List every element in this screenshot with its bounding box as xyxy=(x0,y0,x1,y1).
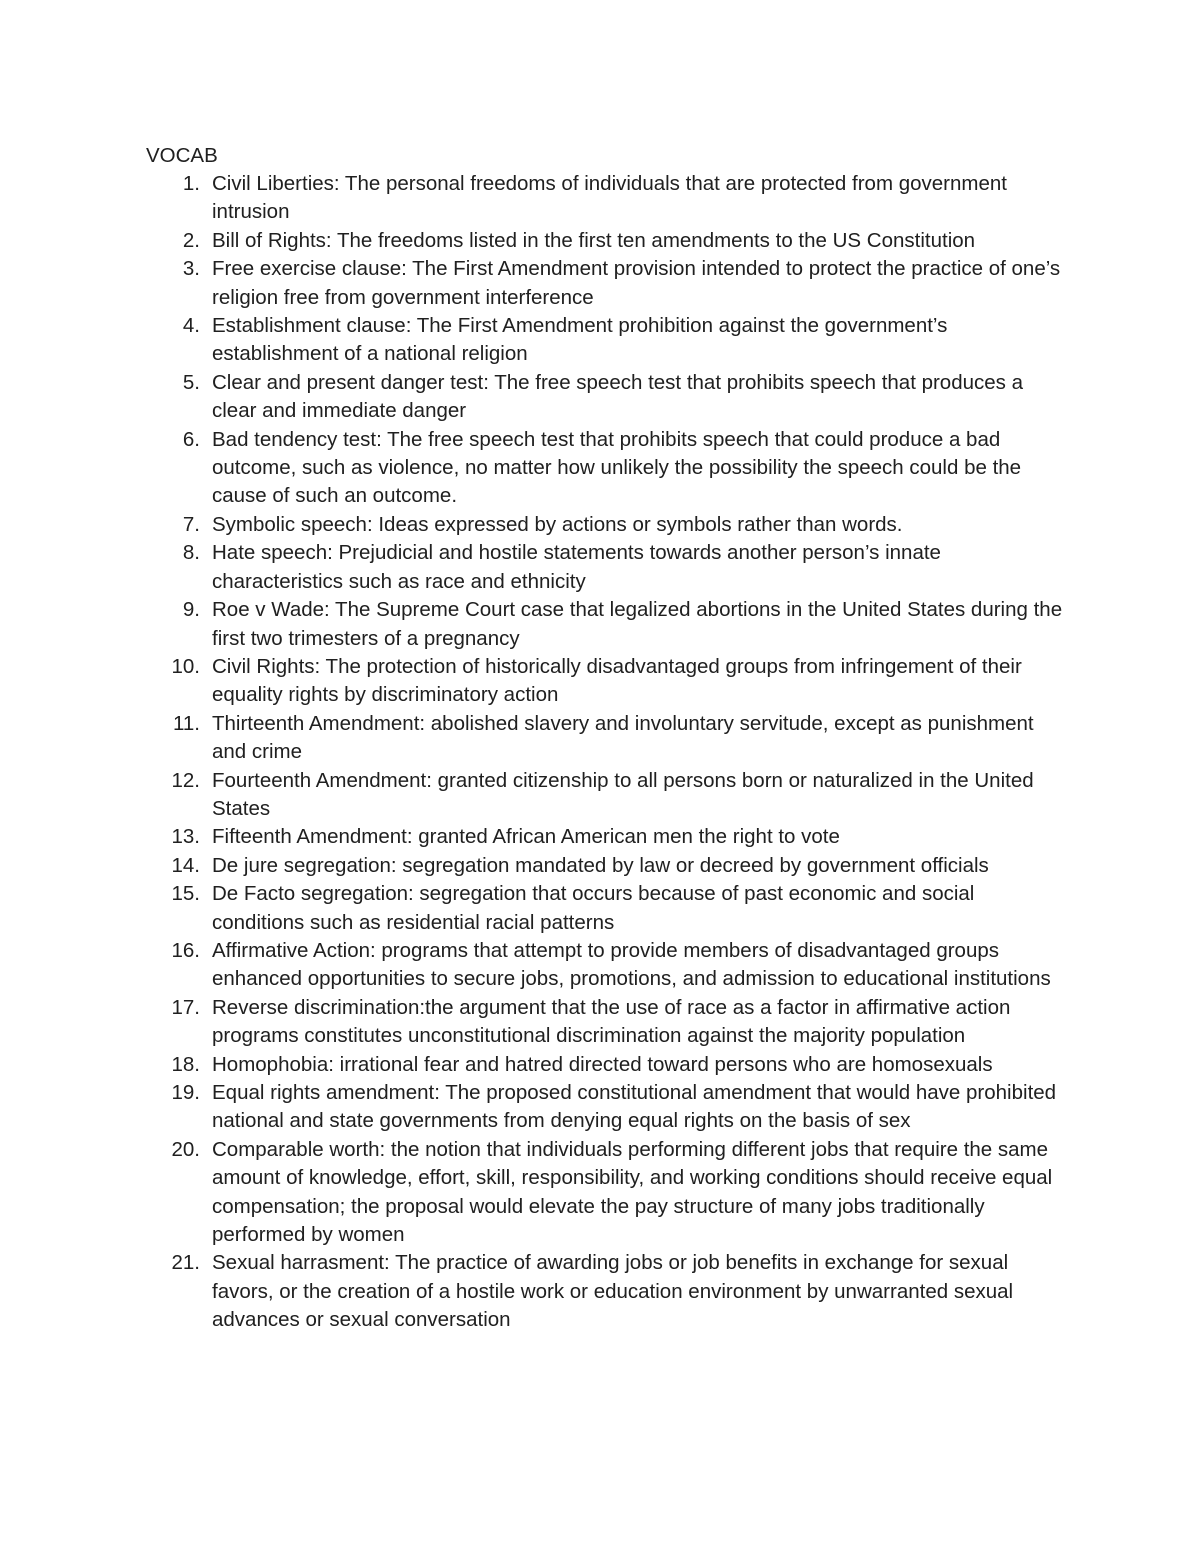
list-item xyxy=(146,994,1066,1051)
list-item-text: Bill of Rights: The freedoms listed in the first ten amendments to the US Constitution xyxy=(212,228,976,252)
list-item-number: 3. xyxy=(182,257,200,281)
list-item xyxy=(146,511,1066,539)
list-item-number: 5. xyxy=(182,370,200,394)
list-item-number: 12. xyxy=(171,768,200,792)
list-item xyxy=(146,767,1066,824)
list-item-text: Equal rights amendment: The proposed constitutional amendment that would have prohibited national and state governments from denying equal rights on the basis of sex xyxy=(212,1081,1057,1133)
list-item-number: 8. xyxy=(182,541,200,565)
list-item-text: Thirteenth Amendment: abolished slavery and involuntary servitude, except as punishment and crime xyxy=(212,711,1034,764)
list-item xyxy=(146,937,1066,994)
list-item xyxy=(146,823,1066,851)
list-item-text: Civil Rights: The protection of historically disadvantaged groups from infringement of their equality rights by discriminatory action xyxy=(212,654,1022,707)
list-item-text: Hate speech: Prejudicial and hostile statements towards another person’s innate characteristics such as race and ethnicity xyxy=(212,541,941,593)
list-item-text: Fourteenth Amendment: granted citizenship to all persons born or naturalized in the United States xyxy=(212,768,1034,820)
list-item xyxy=(146,539,1066,596)
list-item xyxy=(146,1079,1066,1136)
list-item xyxy=(146,170,1066,227)
list-item-number: 4. xyxy=(182,314,200,338)
list-item-number: 1. xyxy=(182,172,200,195)
list-item-text: Bad tendency test: The free speech test that prohibits speech that could produce a bad outcome, such as violence, no matter how unlikely the possibility the speech could be the cause of such an outcome. xyxy=(212,427,1022,508)
list-item-text: Homophobia: irrational fear and hatred directed toward persons who are homosexuals xyxy=(212,1052,993,1076)
list-item xyxy=(146,653,1066,710)
list-item xyxy=(146,426,1066,511)
list-item-number: 9. xyxy=(182,598,200,622)
list-item-text: Roe v Wade: The Supreme Court case that legalized abortions in the United States during the first two trimesters of a pregnancy xyxy=(212,598,1063,650)
list-item xyxy=(146,880,1066,937)
list-item xyxy=(146,369,1066,426)
list-item-text: Symbolic speech: Ideas expressed by actions or symbols rather than words. xyxy=(212,512,903,536)
list-item xyxy=(146,1136,1066,1250)
document-heading: VOCAB xyxy=(146,144,218,167)
list-item-text: De jure segregation: segregation mandated by law or decreed by government officials xyxy=(212,853,989,877)
list-item xyxy=(146,1249,1066,1334)
list-item-text: Free exercise clause: The First Amendment provision intended to protect the practice of one’s religion free from government interference xyxy=(212,257,1061,309)
list-item xyxy=(146,852,1066,880)
list-item-text: Sexual harrasment: The practice of awarding jobs or job benefits in exchange for sexual favors, or the creation of a hostile work or education environment by unwarranted sexual advances or sexual conversation xyxy=(212,1251,1014,1332)
list-item-number: 19. xyxy=(171,1081,200,1104)
list-item-number: 16. xyxy=(171,938,200,962)
list-item-text: Reverse discrimination:the argument that the use of race as a factor in affirmative action programs constitutes unconstitutional discrimination against the majority population xyxy=(212,995,1011,1048)
list-item-number: 18. xyxy=(171,1052,200,1076)
list-item-text: Affirmative Action: programs that attempt to provide members of disadvantaged groups enhanced opportunities to secure jobs, promotions, and admission to educational institutions xyxy=(212,938,1051,991)
list-item-number: 7. xyxy=(182,512,200,536)
list-item-number: 11. xyxy=(173,711,200,735)
list-item-number: 17. xyxy=(171,995,200,1019)
list-item-number: 20. xyxy=(171,1137,200,1161)
list-item xyxy=(146,1051,1066,1079)
list-item xyxy=(146,596,1066,653)
list-item xyxy=(146,312,1066,369)
list-item-number: 15. xyxy=(171,882,200,906)
list-item-number: 21. xyxy=(171,1251,200,1275)
list-item-number: 6. xyxy=(182,427,200,451)
vocab-list xyxy=(146,170,1066,1335)
list-item-text: Civil Liberties: The personal freedoms of individuals that are protected from government intrusion xyxy=(212,172,1007,224)
list-item xyxy=(146,227,1066,255)
list-item-number: 10. xyxy=(171,654,200,678)
list-item-number: 14. xyxy=(171,853,200,877)
list-item-text: Establishment clause: The First Amendment prohibition against the government’s establishment of a national religion xyxy=(212,314,948,366)
list-item-text: Clear and present danger test: The free speech test that prohibits speech that produces a clear and immediate danger xyxy=(212,370,1024,423)
list-item xyxy=(146,255,1066,312)
list-item-number: 13. xyxy=(171,825,200,849)
list-item xyxy=(146,710,1066,767)
list-item-text: De Facto segregation: segregation that occurs because of past economic and social conditions such as residential racial patterns xyxy=(212,882,975,934)
list-item-text: Comparable worth: the notion that individuals performing different jobs that require the same amount of knowledge, effort, skill, responsibility, and working conditions should receive equal compensation; the proposal would elevate the pay structure of many jobs traditionally performed by women xyxy=(212,1137,1053,1247)
list-item-text: Fifteenth Amendment: granted African American men the right to vote xyxy=(212,825,840,849)
list-item-number: 2. xyxy=(182,228,200,252)
